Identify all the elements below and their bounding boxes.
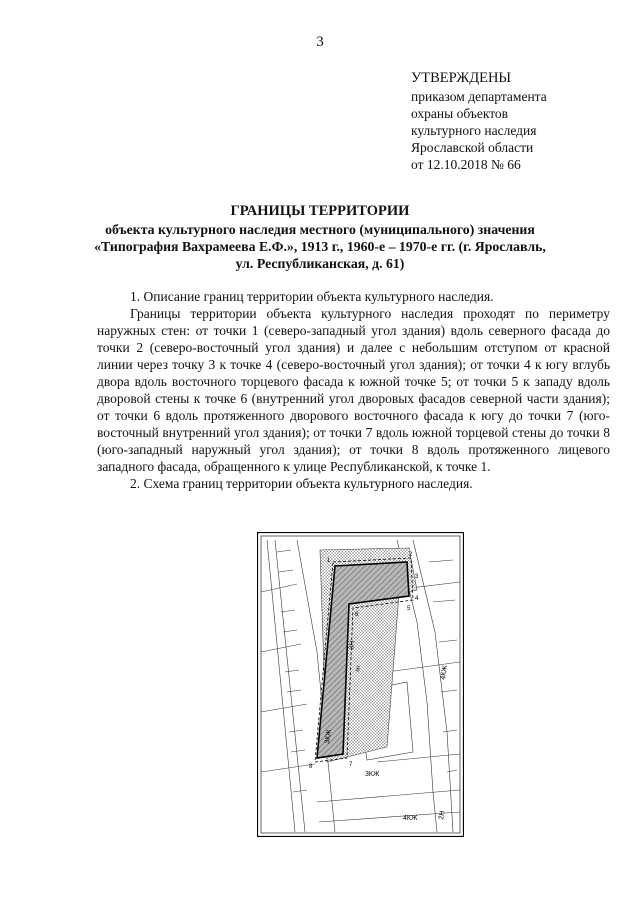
scheme-svg: [257, 532, 464, 837]
body-text: [97, 288, 610, 492]
approval-block: [411, 70, 547, 173]
point-label: 6: [355, 612, 359, 618]
label-building-south: 3КЖ: [324, 729, 333, 745]
point-label: 1: [327, 558, 331, 564]
boundary-scheme-map: [257, 532, 464, 837]
title-line: ГРАНИЦЫ ТЕРРИТОРИИ: [230, 203, 410, 219]
title-line: ул. Республиканская, д. 61): [235, 256, 405, 271]
document-title: [60, 203, 580, 272]
page-number: 3: [316, 34, 324, 50]
label-south-a: 4КЖ: [403, 815, 418, 822]
approval-line: охраны объектов: [411, 106, 509, 121]
approval-line: приказом департамента: [411, 89, 547, 104]
point-label: 7: [349, 762, 353, 768]
label-east-b: 3КЖ: [365, 771, 380, 778]
approval-line: культурного наследия: [411, 123, 537, 138]
label-building-north: 3Н: [348, 640, 357, 651]
point-label: 3: [415, 574, 419, 580]
paragraph-scheme-heading: 2. Схема границ территории объекта культурного наследия.: [130, 476, 473, 491]
title-line: объекта культурного наследия местного (муниципального) значения: [105, 222, 535, 237]
point-label: 4: [415, 596, 419, 602]
paragraph-boundary-description: Границы территории объекта культурного наследия проходят по периметру наружных стен: от точки 1 (северо-западный угол здания) вдоль северного фасада до точки 2 (северо-восточный угол здания) и далее с небольшим отступом от красной линии через точку 3 к точке 4 (северо-восточный угол здания); от точки 4 к югу вглубь двора вдоль восточного торцевого фасада к южной точке 5; от точки 5 к западу вдоль дворовой стены к точке 6 (внутренний угол дворовых фасадов северной части здания); от точки 6 вдоль протяженного дворового восточного фасада к югу до точки 7 (юго-восточный внутренний угол здания); от точки 7 вдоль южной торцевой стены до точки 8 (юго-западный наружный угол здания); от точки 8 вдоль протяженного лицевого западного фасада, обращенного к улице Республиканской, к точке 1.: [97, 306, 610, 474]
point-label: 5: [407, 606, 411, 612]
approval-heading: УТВЕРЖДЕНЫ: [411, 70, 512, 86]
point-label: 2: [409, 552, 413, 558]
label-east-a: 4КЖ: [440, 665, 449, 681]
title-line: «Типография Вахрамеева Е.Ф.», 1913 г., 1960-е – 1970-е гг. (г. Ярославль,: [94, 239, 546, 254]
approval-line: Ярославской области: [411, 140, 534, 155]
label-south-b: 2Н: [438, 810, 447, 821]
paragraph-description-heading: 1. Описание границ территории объекта культурного наследия.: [130, 289, 494, 304]
approval-line: от 12.10.2018 № 66: [411, 157, 521, 172]
point-label: 8: [309, 764, 313, 770]
label-building-mid: 5Н: [355, 664, 363, 673]
